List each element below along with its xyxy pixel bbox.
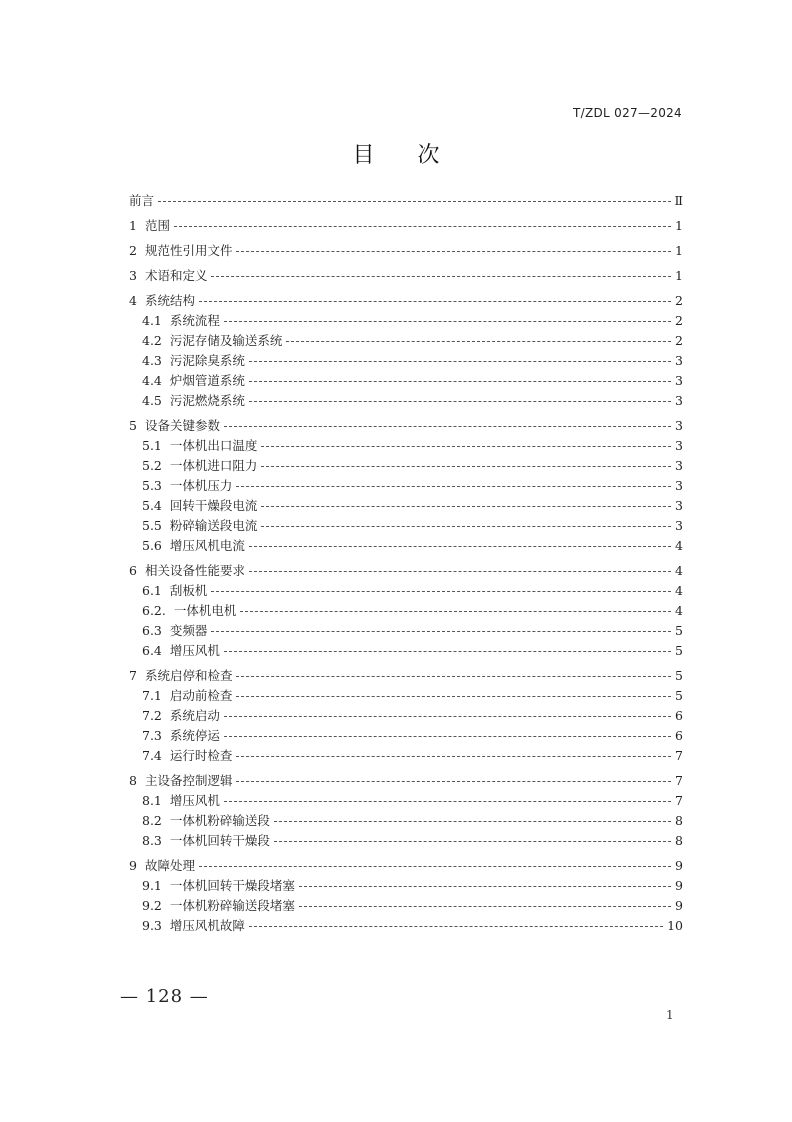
toc-chapter-entry[interactable]: [129, 265, 683, 285]
toc-entry-page: 9: [675, 897, 683, 913]
toc-entry-number: 7: [129, 667, 137, 683]
toc-entry-page: 3: [675, 352, 683, 368]
toc-dot-leader: [174, 226, 671, 227]
toc-section-entry[interactable]: [129, 830, 683, 850]
toc-entry-page: 4: [675, 537, 683, 553]
toc-entry-page: 6: [675, 727, 683, 743]
toc-entry-label: 刮板机: [169, 583, 208, 598]
toc-entry-label: 设备关键参数: [144, 418, 220, 433]
toc-dot-leader: [224, 716, 671, 717]
folio-number: — 128 —: [120, 986, 209, 1007]
toc-entry-number: 8.2: [142, 812, 162, 828]
toc-dot-leader: [199, 866, 671, 867]
toc-chapter-entry[interactable]: [129, 290, 683, 310]
toc-entry-number: 7.1: [142, 687, 162, 703]
toc-section-entry[interactable]: [129, 895, 683, 915]
toc-dot-leader: [224, 426, 671, 427]
toc-entry-number: 4: [129, 292, 137, 308]
toc-section-entry[interactable]: [129, 455, 683, 475]
toc-dot-leader: [211, 591, 671, 592]
toc-entry-page: 3: [675, 372, 683, 388]
toc-entry-label: 一体机压力: [169, 478, 233, 493]
toc-dot-leader: [240, 611, 671, 612]
toc-dot-leader: [236, 676, 671, 677]
toc-dot-leader: [286, 341, 671, 342]
toc-entry-label: 回转干燥段电流: [169, 498, 258, 513]
toc-section-entry[interactable]: [129, 515, 683, 535]
toc-entry-label: 相关设备性能要求: [144, 563, 245, 578]
toc-section-entry[interactable]: [129, 435, 683, 455]
toc-entry-page: 3: [675, 392, 683, 408]
toc-entry-label: 术语和定义: [144, 268, 208, 283]
toc-title: 目 次: [352, 143, 458, 168]
toc-entry-number: 4.3: [142, 352, 162, 368]
toc-section-entry[interactable]: [129, 745, 683, 765]
toc-entry-label: 系统流程: [169, 313, 220, 328]
toc-entry-number: 7.2: [142, 707, 162, 723]
toc-dot-leader: [211, 631, 671, 632]
toc-dot-leader: [261, 466, 671, 467]
toc-entry-label: 污泥存储及输送系统: [169, 333, 283, 348]
toc-entry-page: 1: [675, 267, 683, 283]
toc-entry-page: 4: [675, 562, 683, 578]
toc-entry-page: 9: [675, 877, 683, 893]
toc-entry-number: 7.4: [142, 747, 162, 763]
toc-dot-leader: [249, 571, 671, 572]
toc-entry-page: 4: [675, 602, 683, 618]
toc-entry-label: 一体机粉碎输送段堵塞: [169, 898, 295, 913]
toc-entry-label: 范围: [144, 218, 170, 233]
toc-section-entry[interactable]: [129, 620, 683, 640]
toc-entry-number: 5.3: [142, 477, 162, 493]
toc-section-entry[interactable]: [129, 685, 683, 705]
toc-entry-page: 7: [675, 772, 683, 788]
toc-dot-leader: [199, 301, 671, 302]
toc-entry-page: 3: [675, 497, 683, 513]
toc-entry-page: 5: [675, 687, 683, 703]
toc-dot-leader: [249, 401, 671, 402]
toc-section-entry[interactable]: [129, 330, 683, 350]
toc-entry-page: 3: [675, 517, 683, 533]
toc-entry-page: 1: [675, 242, 683, 258]
toc-entry-number: 4.4: [142, 372, 162, 388]
toc-section-entry[interactable]: [129, 640, 683, 660]
toc-entry-page: 5: [675, 642, 683, 658]
toc-dot-leader: [236, 756, 671, 757]
toc-entry-page: 3: [675, 457, 683, 473]
toc-entry-number: 4.1: [142, 312, 162, 328]
toc-dot-leader: [299, 906, 671, 907]
toc-entry-label: 粉碎输送段电流: [169, 518, 258, 533]
toc-dot-leader: [261, 526, 671, 527]
toc-dot-leader: [236, 251, 671, 252]
toc-entry-number: 6.1: [142, 582, 162, 598]
toc-entry-number: 9.3: [142, 917, 162, 933]
toc-entry-label: 主设备控制逻辑: [144, 773, 233, 788]
page-number: 1: [666, 1008, 674, 1022]
toc-section-entry[interactable]: [129, 475, 683, 495]
toc-dot-leader: [261, 446, 671, 447]
toc-entry-page: 6: [675, 707, 683, 723]
toc-entry-label: 增压风机故障: [169, 918, 245, 933]
table-of-contents: [129, 190, 683, 935]
toc-entry-label: 前言: [129, 193, 155, 208]
toc-entry-number: 8: [129, 772, 137, 788]
toc-entry-number: 8.1: [142, 792, 162, 808]
toc-chapter-entry[interactable]: [129, 665, 683, 685]
toc-entry-number: 9.2: [142, 897, 162, 913]
toc-dot-leader: [224, 736, 671, 737]
toc-entry-label: 增压风机: [169, 793, 220, 808]
toc-entry-page: 1: [675, 217, 683, 233]
toc-entry-number: 5.2: [142, 457, 162, 473]
toc-entry-label: 运行时检查: [169, 748, 233, 763]
toc-entry-label: 故障处理: [144, 858, 195, 873]
toc-entry-page: 3: [675, 417, 683, 433]
toc-entry-label: 污泥燃烧系统: [169, 393, 245, 408]
toc-section-entry[interactable]: [129, 705, 683, 725]
toc-dot-leader: [299, 886, 671, 887]
toc-section-entry[interactable]: [129, 350, 683, 370]
toc-chapter-entry[interactable]: [129, 855, 683, 875]
toc-entry-label: 增压风机: [169, 643, 220, 658]
toc-entry-page: 8: [675, 832, 683, 848]
toc-section-entry[interactable]: [129, 310, 683, 330]
toc-dot-leader: [249, 381, 671, 382]
toc-section-entry[interactable]: [129, 810, 683, 830]
toc-entry-label: 炉烟管道系统: [169, 373, 245, 388]
toc-section-entry[interactable]: [129, 390, 683, 410]
toc-entry-label: 系统启停和检查: [144, 668, 233, 683]
toc-dot-leader: [224, 651, 671, 652]
toc-entry-page: 5: [675, 622, 683, 638]
toc-entry-page: 4: [675, 582, 683, 598]
toc-entry-label: 系统结构: [144, 293, 195, 308]
toc-entry-page: Ⅱ: [674, 192, 683, 208]
toc-entry-number: 5.6: [142, 537, 162, 553]
toc-chapter-entry[interactable]: [129, 240, 683, 260]
toc-chapter-entry[interactable]: [129, 215, 683, 235]
toc-chapter-entry[interactable]: [129, 560, 683, 580]
toc-entry-number: 6.4: [142, 642, 162, 658]
document-code: T/ZDL 027—2024: [573, 106, 682, 120]
toc-entry-number: 9.1: [142, 877, 162, 893]
toc-dot-leader: [274, 821, 671, 822]
toc-section-entry[interactable]: [129, 580, 683, 600]
toc-dot-leader: [236, 486, 671, 487]
toc-dot-leader: [236, 781, 671, 782]
toc-dot-leader: [249, 361, 671, 362]
toc-entry-label: 一体机回转干燥段: [169, 833, 270, 848]
toc-entry-label: 一体机进口阻力: [169, 458, 258, 473]
toc-entry-page: 3: [675, 437, 683, 453]
toc-entry-number: 5.4: [142, 497, 162, 513]
toc-entry-number: 6.2.: [142, 602, 166, 618]
toc-chapter-entry[interactable]: [129, 415, 683, 435]
toc-chapter-entry[interactable]: [129, 190, 683, 210]
toc-entry-label: 污泥除臭系统: [169, 353, 245, 368]
toc-entry-page: 10: [667, 917, 683, 933]
toc-entry-page: 7: [675, 792, 683, 808]
toc-dot-leader: [224, 321, 671, 322]
toc-dot-leader: [158, 201, 670, 202]
toc-entry-page: 5: [675, 667, 683, 683]
toc-dot-leader: [261, 506, 671, 507]
toc-entry-number: 4.5: [142, 392, 162, 408]
toc-dot-leader: [224, 801, 671, 802]
toc-section-entry[interactable]: [129, 535, 683, 555]
toc-dot-leader: [211, 276, 671, 277]
toc-dot-leader: [249, 926, 663, 927]
toc-chapter-entry[interactable]: [129, 770, 683, 790]
toc-entry-number: 5: [129, 417, 137, 433]
toc-entry-number: 6: [129, 562, 137, 578]
toc-section-entry[interactable]: [129, 790, 683, 810]
toc-dot-leader: [274, 841, 671, 842]
toc-dot-leader: [236, 696, 671, 697]
toc-section-entry[interactable]: [129, 370, 683, 390]
toc-entry-label: 变频器: [169, 623, 208, 638]
toc-entry-number: 7.3: [142, 727, 162, 743]
toc-entry-label: 一体机电机: [173, 603, 237, 618]
toc-entry-number: 8.3: [142, 832, 162, 848]
toc-entry-page: 2: [675, 332, 683, 348]
toc-dot-leader: [249, 546, 671, 547]
toc-entry-number: 3: [129, 267, 137, 283]
toc-entry-number: 6.3: [142, 622, 162, 638]
toc-entry-label: 启动前检查: [169, 688, 233, 703]
toc-entry-label: 一体机出口温度: [169, 438, 258, 453]
toc-section-entry[interactable]: [129, 600, 683, 620]
toc-entry-label: 一体机回转干燥段堵塞: [169, 878, 295, 893]
toc-entry-number: 2: [129, 242, 137, 258]
toc-entry-page: 8: [675, 812, 683, 828]
toc-entry-label: 一体机粉碎输送段: [169, 813, 270, 828]
toc-entry-page: 3: [675, 477, 683, 493]
toc-section-entry[interactable]: [129, 725, 683, 745]
toc-entry-page: 9: [675, 857, 683, 873]
toc-entry-label: 系统启动: [169, 708, 220, 723]
toc-entry-label: 系统停运: [169, 728, 220, 743]
toc-entry-label: 增压风机电流: [169, 538, 245, 553]
toc-section-entry[interactable]: [129, 875, 683, 895]
toc-entry-number: 1: [129, 217, 137, 233]
toc-section-entry[interactable]: [129, 495, 683, 515]
toc-entry-page: 2: [675, 292, 683, 308]
toc-entry-page: 7: [675, 747, 683, 763]
toc-entry-label: 规范性引用文件: [144, 243, 233, 258]
toc-entry-page: 2: [675, 312, 683, 328]
toc-entry-number: 9: [129, 857, 137, 873]
toc-entry-number: 5.1: [142, 437, 162, 453]
toc-section-entry[interactable]: [129, 915, 683, 935]
toc-entry-number: 4.2: [142, 332, 162, 348]
toc-entry-number: 5.5: [142, 517, 162, 533]
